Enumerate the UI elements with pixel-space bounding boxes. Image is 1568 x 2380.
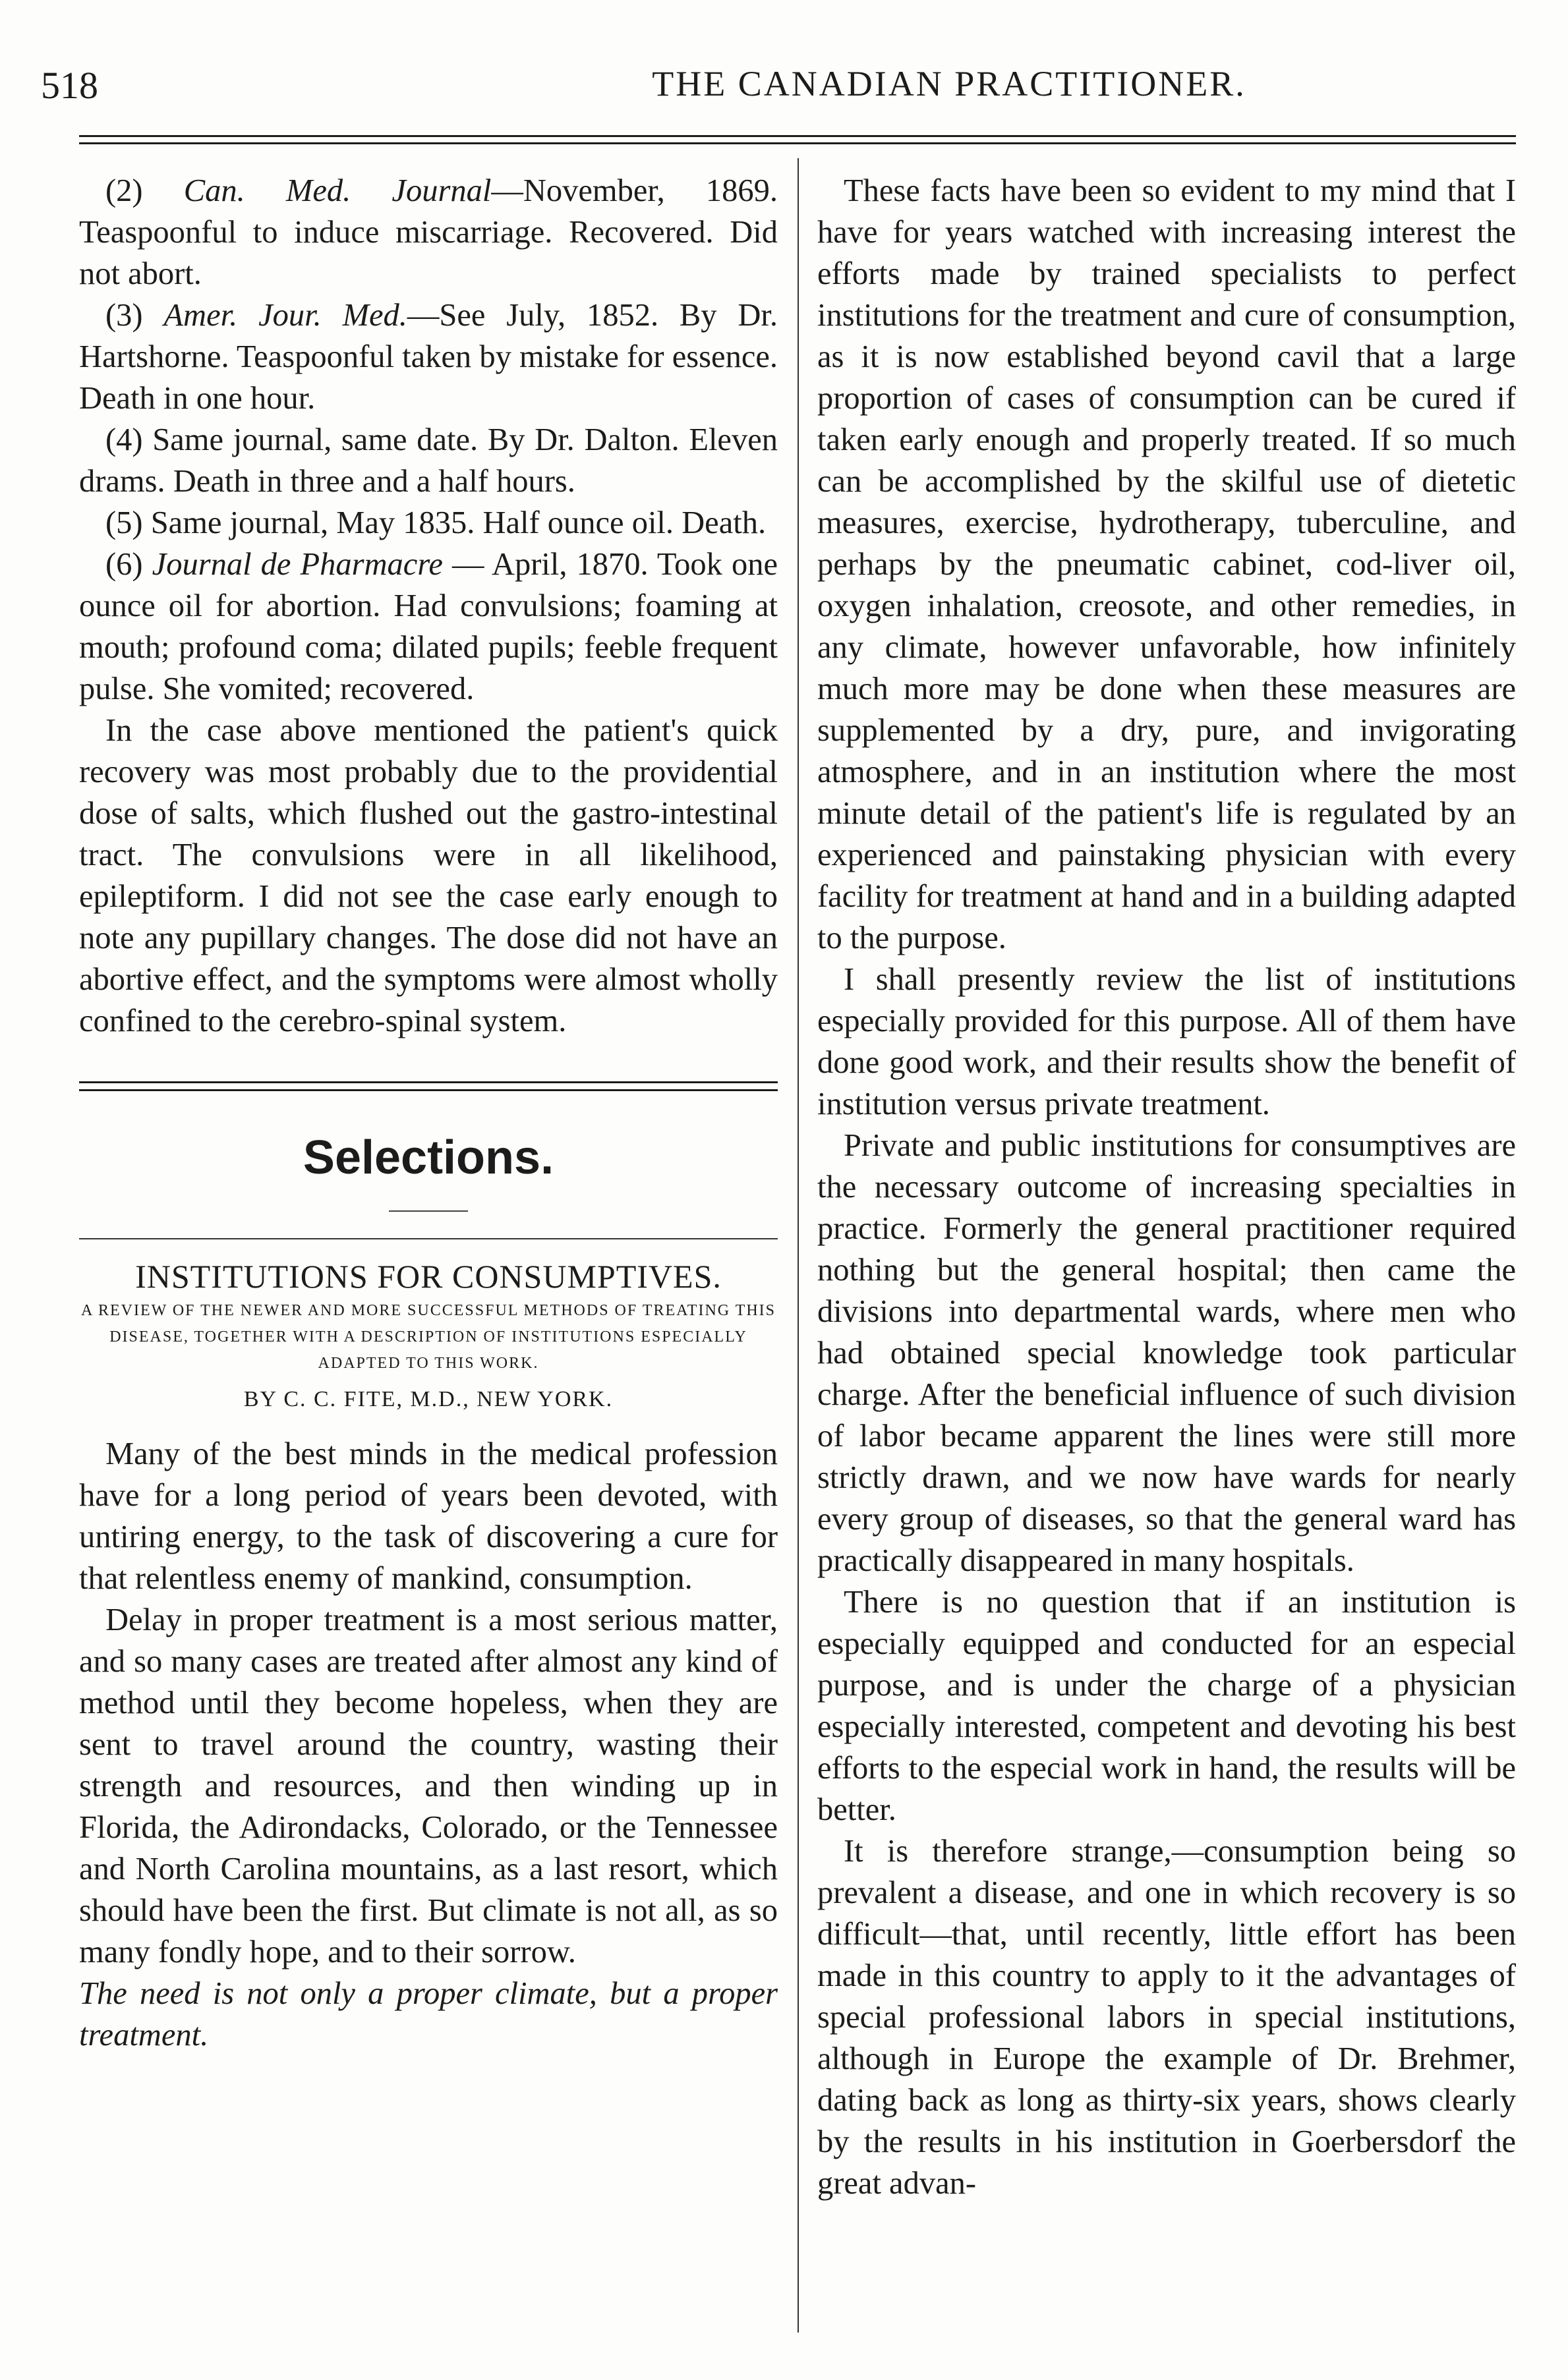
page-number: 518 (41, 64, 98, 107)
paragraph: Delay in proper treatment is a most serious matter, and so many cases are treated after almost any kind of method until they become hopeless, when they are sent to travel around the country, wasting their strength and resources, and then winding up in Florida, the Adirondacks, Colorado, or the Tennessee and North Carolina mountains, as a last resort, which should have been the first. But climate is not all, as so many fondly hope, and to their sorrow. (79, 1602, 778, 1969)
case-entry: (4) Same journal, same date. By Dr. Dalton. Eleven drams. Death in three and a half hours. (79, 422, 778, 499)
italic-closing: The need is not only a proper climate, but a proper treatment. (79, 1976, 778, 2053)
header-rule-bottom (79, 142, 1516, 144)
case-entry: (3) Amer. Jour. Med.—See July, 1852. By Dr. Hartshorne. Teaspoonful taken by mistake for essence. Death in one hour. (79, 298, 778, 416)
paragraph: It is therefore strange,—consumption being so prevalent a disease, and one in which recovery is so difficult—that, until recently, little effort has been made in this country to apply to it the advantages of special professional labors in special institutions, although in Europe the example of Dr. Brehmer, dating back as long as thirty-six years, shows clearly by the results in his institution in Goerbersdorf the great advan- (817, 1834, 1516, 2201)
case-entry: (2) Can. Med. Journal—November, 1869. Teaspoonful to induce miscarriage. Recovered. Did not abort. (79, 173, 778, 291)
byline: BY C. C. FITE, M.D., NEW YORK. (243, 1387, 614, 1411)
closing-paragraph: In the case above mentioned the patient's quick recovery was most probably due to the providential dose of salts, which flushed out the gastro-intestinal tract. The convulsions were in all likelihood, epileptiform. I did not see the case early enough to note any pupillary changes. The dose did not have an abortive effect, and the symptoms were almost wholly confined to the cerebro-spinal system. (79, 713, 778, 1038)
case-entry: (6) Journal de Pharmacre — April, 1870. Took one ounce oil for abortion. Had convulsions; foaming at mouth; profound coma; dilated pupils; feeble frequent pulse. She vomited; recovered. (79, 547, 778, 706)
paragraph: These facts have been so evident to my mind that I have for years watched with increasing interest the efforts made by trained specialists to perfect institutions for the treatment and cure of consumption, as it is now established beyond cavil that a large proportion of cases of consumption can be cured if taken early enough and properly treated. If so much can be accomplished by the skilful use of dietetic measures, exercise, hydrotherapy, tuberculine, and perhaps by the pneumatic cabinet, cod-liver oil, oxygen inhalation, creosote, and other remedies, in any climate, however unfavorable, how infinitely much more may be done when these measures are supplemented by a dry, pure, and invigorating atmosphere, and in an institution where the most minute detail of the patient's life is regulated by an experienced and painstaking physician with every facility for treatment at hand and in a building adapted to the purpose. (817, 173, 1516, 955)
paragraph: I shall presently review the list of institutions especially provided for this purpose. All of them have done good work, and their results show the benefit of institution versus private treatment. (817, 962, 1516, 1121)
paragraph: There is no question that if an institution is especially equipped and conducted for an especial purpose, and is under the charge of a physician especially interested, competent and devoting his best efforts to the especial work in hand, the results will be better. (817, 1585, 1516, 1827)
left-column (79, 170, 778, 2056)
paragraph: Private and public institutions for consumptives are the necessary outcome of increasing specialties in practice. Formerly the general practitioner required nothing but the general hospital; then came the divisions into departmental wards, where men who had obtained special knowledge took particular charge. After the beneficial influence of such division of labor became apparent the lines were still more strictly drawn, and we now have wards for nearly every group of diseases, so that the general ward has practically disappeared in many hospitals. (817, 1128, 1516, 1578)
header-rule-top (79, 135, 1516, 137)
column-divider (798, 158, 799, 2333)
short-rule (389, 1210, 468, 1212)
article-subtitle: A REVIEW OF THE NEWER AND MORE SUCCESSFUL METHODS OF TREATING THIS DISEASE, TOGETHER WITH A DESCRIPTION OF INSTITUTIONS ESPECIALLY ADAPTED TO THIS WORK. (80, 1302, 776, 1372)
section-heading: Selections. (303, 1131, 554, 1184)
article-title: INSTITUTIONS FOR CONSUMPTIVES. (79, 1238, 778, 1297)
case-entry: (5) Same journal, May 1835. Half ounce oil. Death. (105, 505, 767, 540)
section-divider (79, 1081, 778, 1096)
running-title: THE CANADIAN PRACTITIONER. (652, 64, 1246, 103)
paragraph: Many of the best minds in the medical profession have for a long period of years been devoted, with untiring energy, to the task of discovering a cure for that relentless enemy of mankind, consumption. (79, 1436, 778, 1596)
right-column (817, 170, 1516, 2204)
